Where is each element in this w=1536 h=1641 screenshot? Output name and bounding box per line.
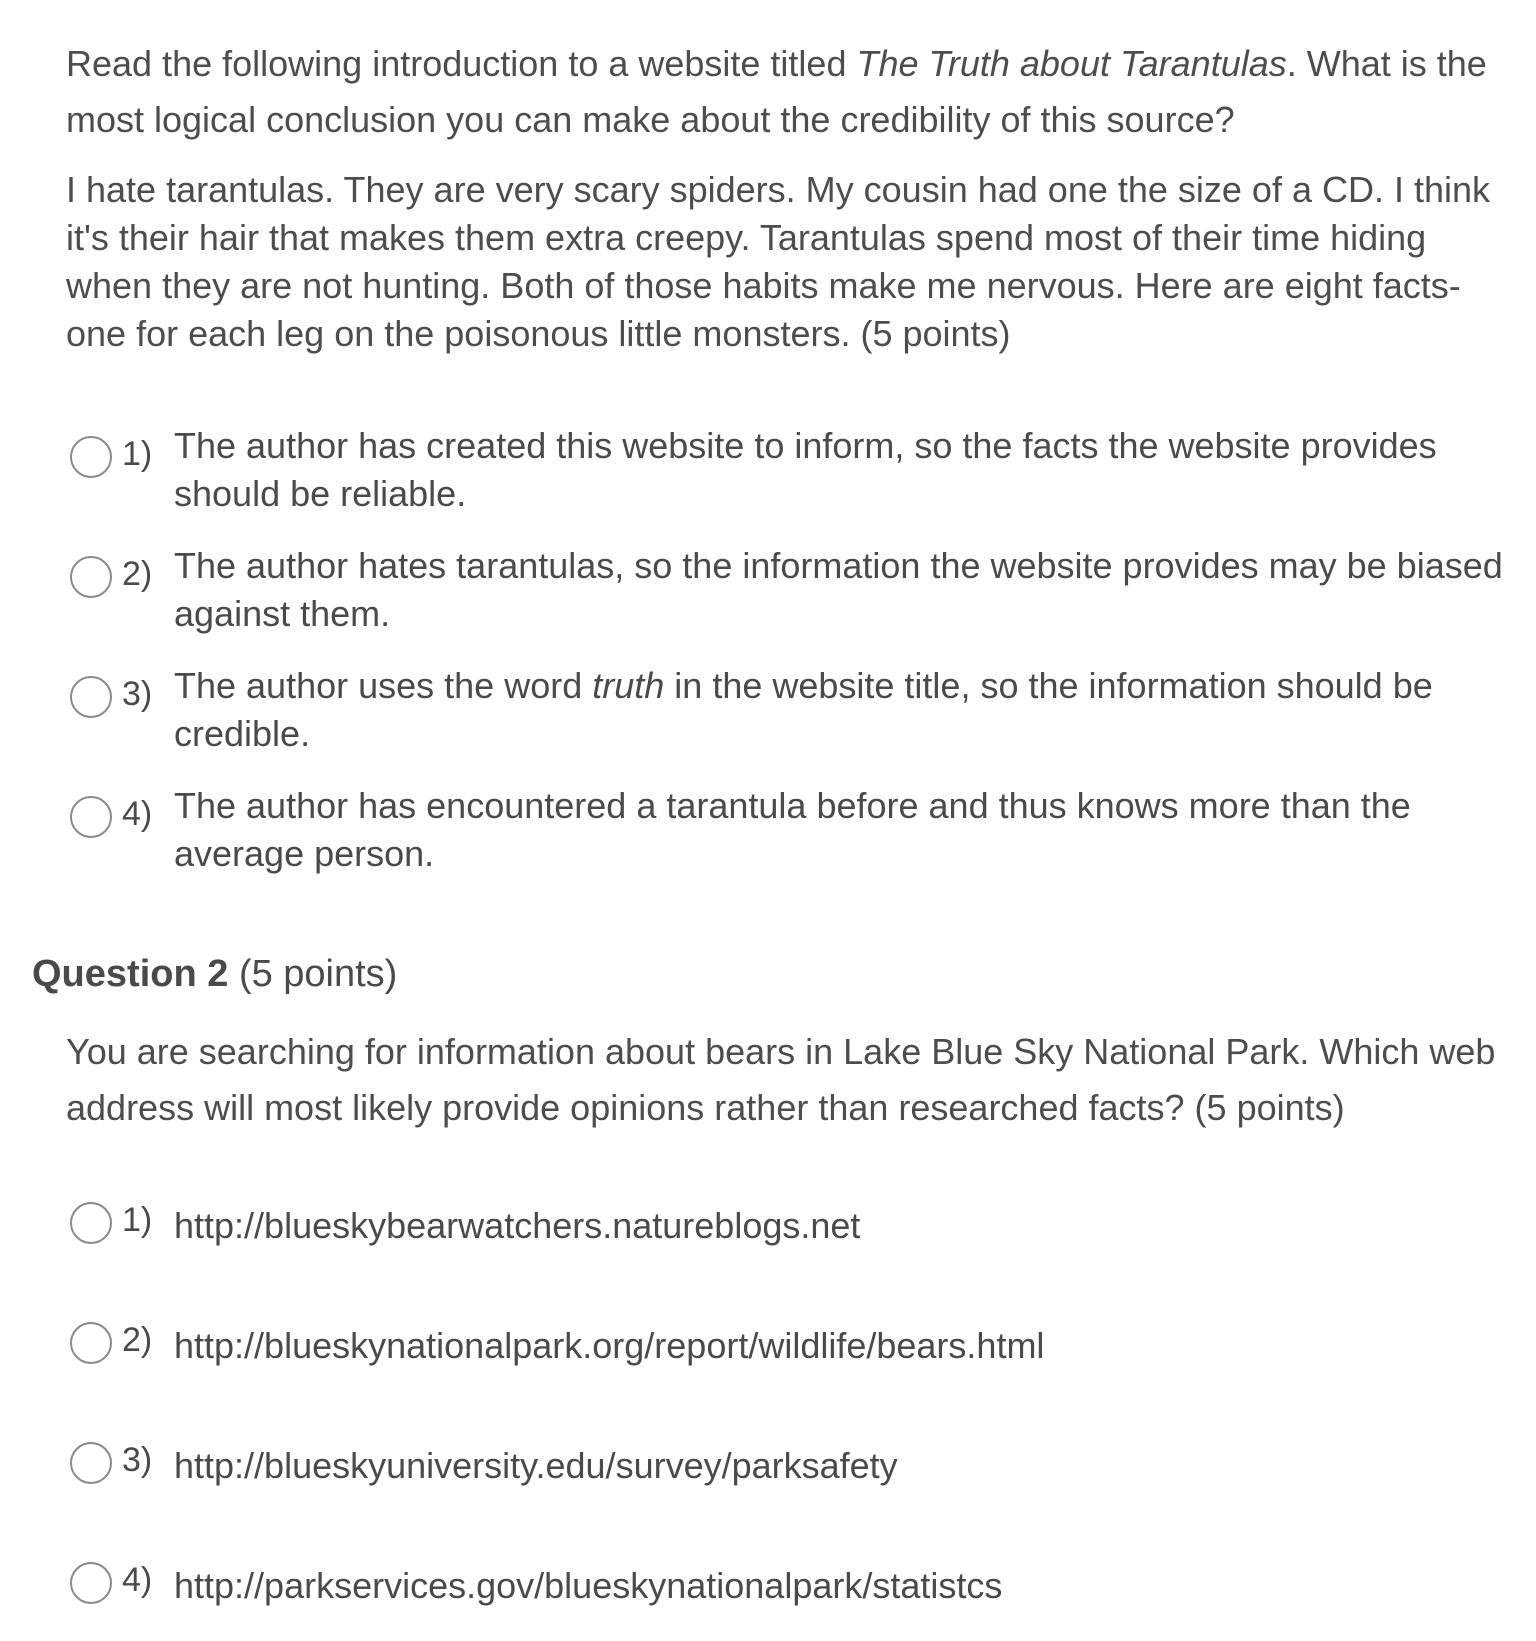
question-2-option-1[interactable] <box>70 1188 1520 1250</box>
option-number: 2) <box>122 555 153 593</box>
option-text-emphasis: truth <box>592 665 665 706</box>
radio-button[interactable] <box>70 1442 112 1484</box>
option-text: http://blueskyuniversity.edu/survey/parksafety <box>174 1445 898 1486</box>
question-1-option-4[interactable] <box>70 782 1520 878</box>
question-2-option-3[interactable] <box>70 1428 1520 1490</box>
question-1-option-2[interactable] <box>70 542 1520 638</box>
question-1-prompt-start: Read the following introduction to a website titled <box>66 43 857 84</box>
option-number: 3) <box>122 675 153 713</box>
radio-button[interactable] <box>70 436 112 478</box>
radio-button[interactable] <box>70 1202 112 1244</box>
option-text <box>174 662 1520 758</box>
question-2-title: Question 2 <box>32 953 229 995</box>
question-2-prompt: You are searching for information about bears in Lake Blue Sky National Park. Which web address will most likely provide opinions rather than researched facts? (5 points) <box>66 1031 1496 1128</box>
option-text: The author has encountered a tarantula before and thus knows more than the average person. <box>174 785 1411 874</box>
option-text: http://parkservices.gov/blueskynationalpark/statistcs <box>174 1565 1003 1606</box>
option-number: 1) <box>122 435 153 473</box>
question-2-option-2[interactable] <box>70 1308 1520 1370</box>
option-text: The author has created this website to inform, so the facts the website provides should be reliable. <box>174 425 1437 514</box>
radio-button[interactable] <box>70 1322 112 1364</box>
question-1-option-3[interactable] <box>70 662 1520 758</box>
option-number: 3) <box>122 1441 153 1479</box>
question-1-prompt <box>66 36 1516 148</box>
option-text-end: in the website title, so the information should be credible. <box>174 665 1433 754</box>
option-text: http://blueskynationalpark.org/report/wildlife/bears.html <box>174 1325 1045 1366</box>
option-text-start: The author uses the word <box>174 665 593 706</box>
option-number: 2) <box>122 1321 153 1359</box>
question-1-option-1[interactable] <box>70 422 1520 518</box>
radio-button[interactable] <box>70 796 112 838</box>
radio-button[interactable] <box>70 1562 112 1604</box>
website-title: The Truth about Tarantulas <box>856 43 1287 84</box>
option-number: 4) <box>122 1561 153 1599</box>
question-1-prompt-end: . What is the most logical conclusion you can make about the credibility of this source? <box>66 43 1487 140</box>
radio-button[interactable] <box>70 676 112 718</box>
option-text: The author hates tarantulas, so the information the website provides may be biased against them. <box>174 545 1503 634</box>
question-1-passage: I hate tarantulas. They are very scary spiders. My cousin had one the size of a CD. I think it's their hair that makes them extra creepy. Tarantulas spend most of their time hiding when they are not hunting. Both of those habits make me nervous. Here are eight facts-one for each leg on the poisonous little monsters. (5 points) <box>66 169 1491 354</box>
option-number: 1) <box>122 1201 153 1239</box>
radio-button[interactable] <box>70 556 112 598</box>
question-2-points: (5 points) <box>238 953 398 995</box>
question-2-heading <box>32 950 397 998</box>
option-number: 4) <box>122 795 153 833</box>
option-text: http://blueskybearwatchers.natureblogs.net <box>174 1205 861 1246</box>
question-2-option-4[interactable] <box>70 1548 1520 1610</box>
